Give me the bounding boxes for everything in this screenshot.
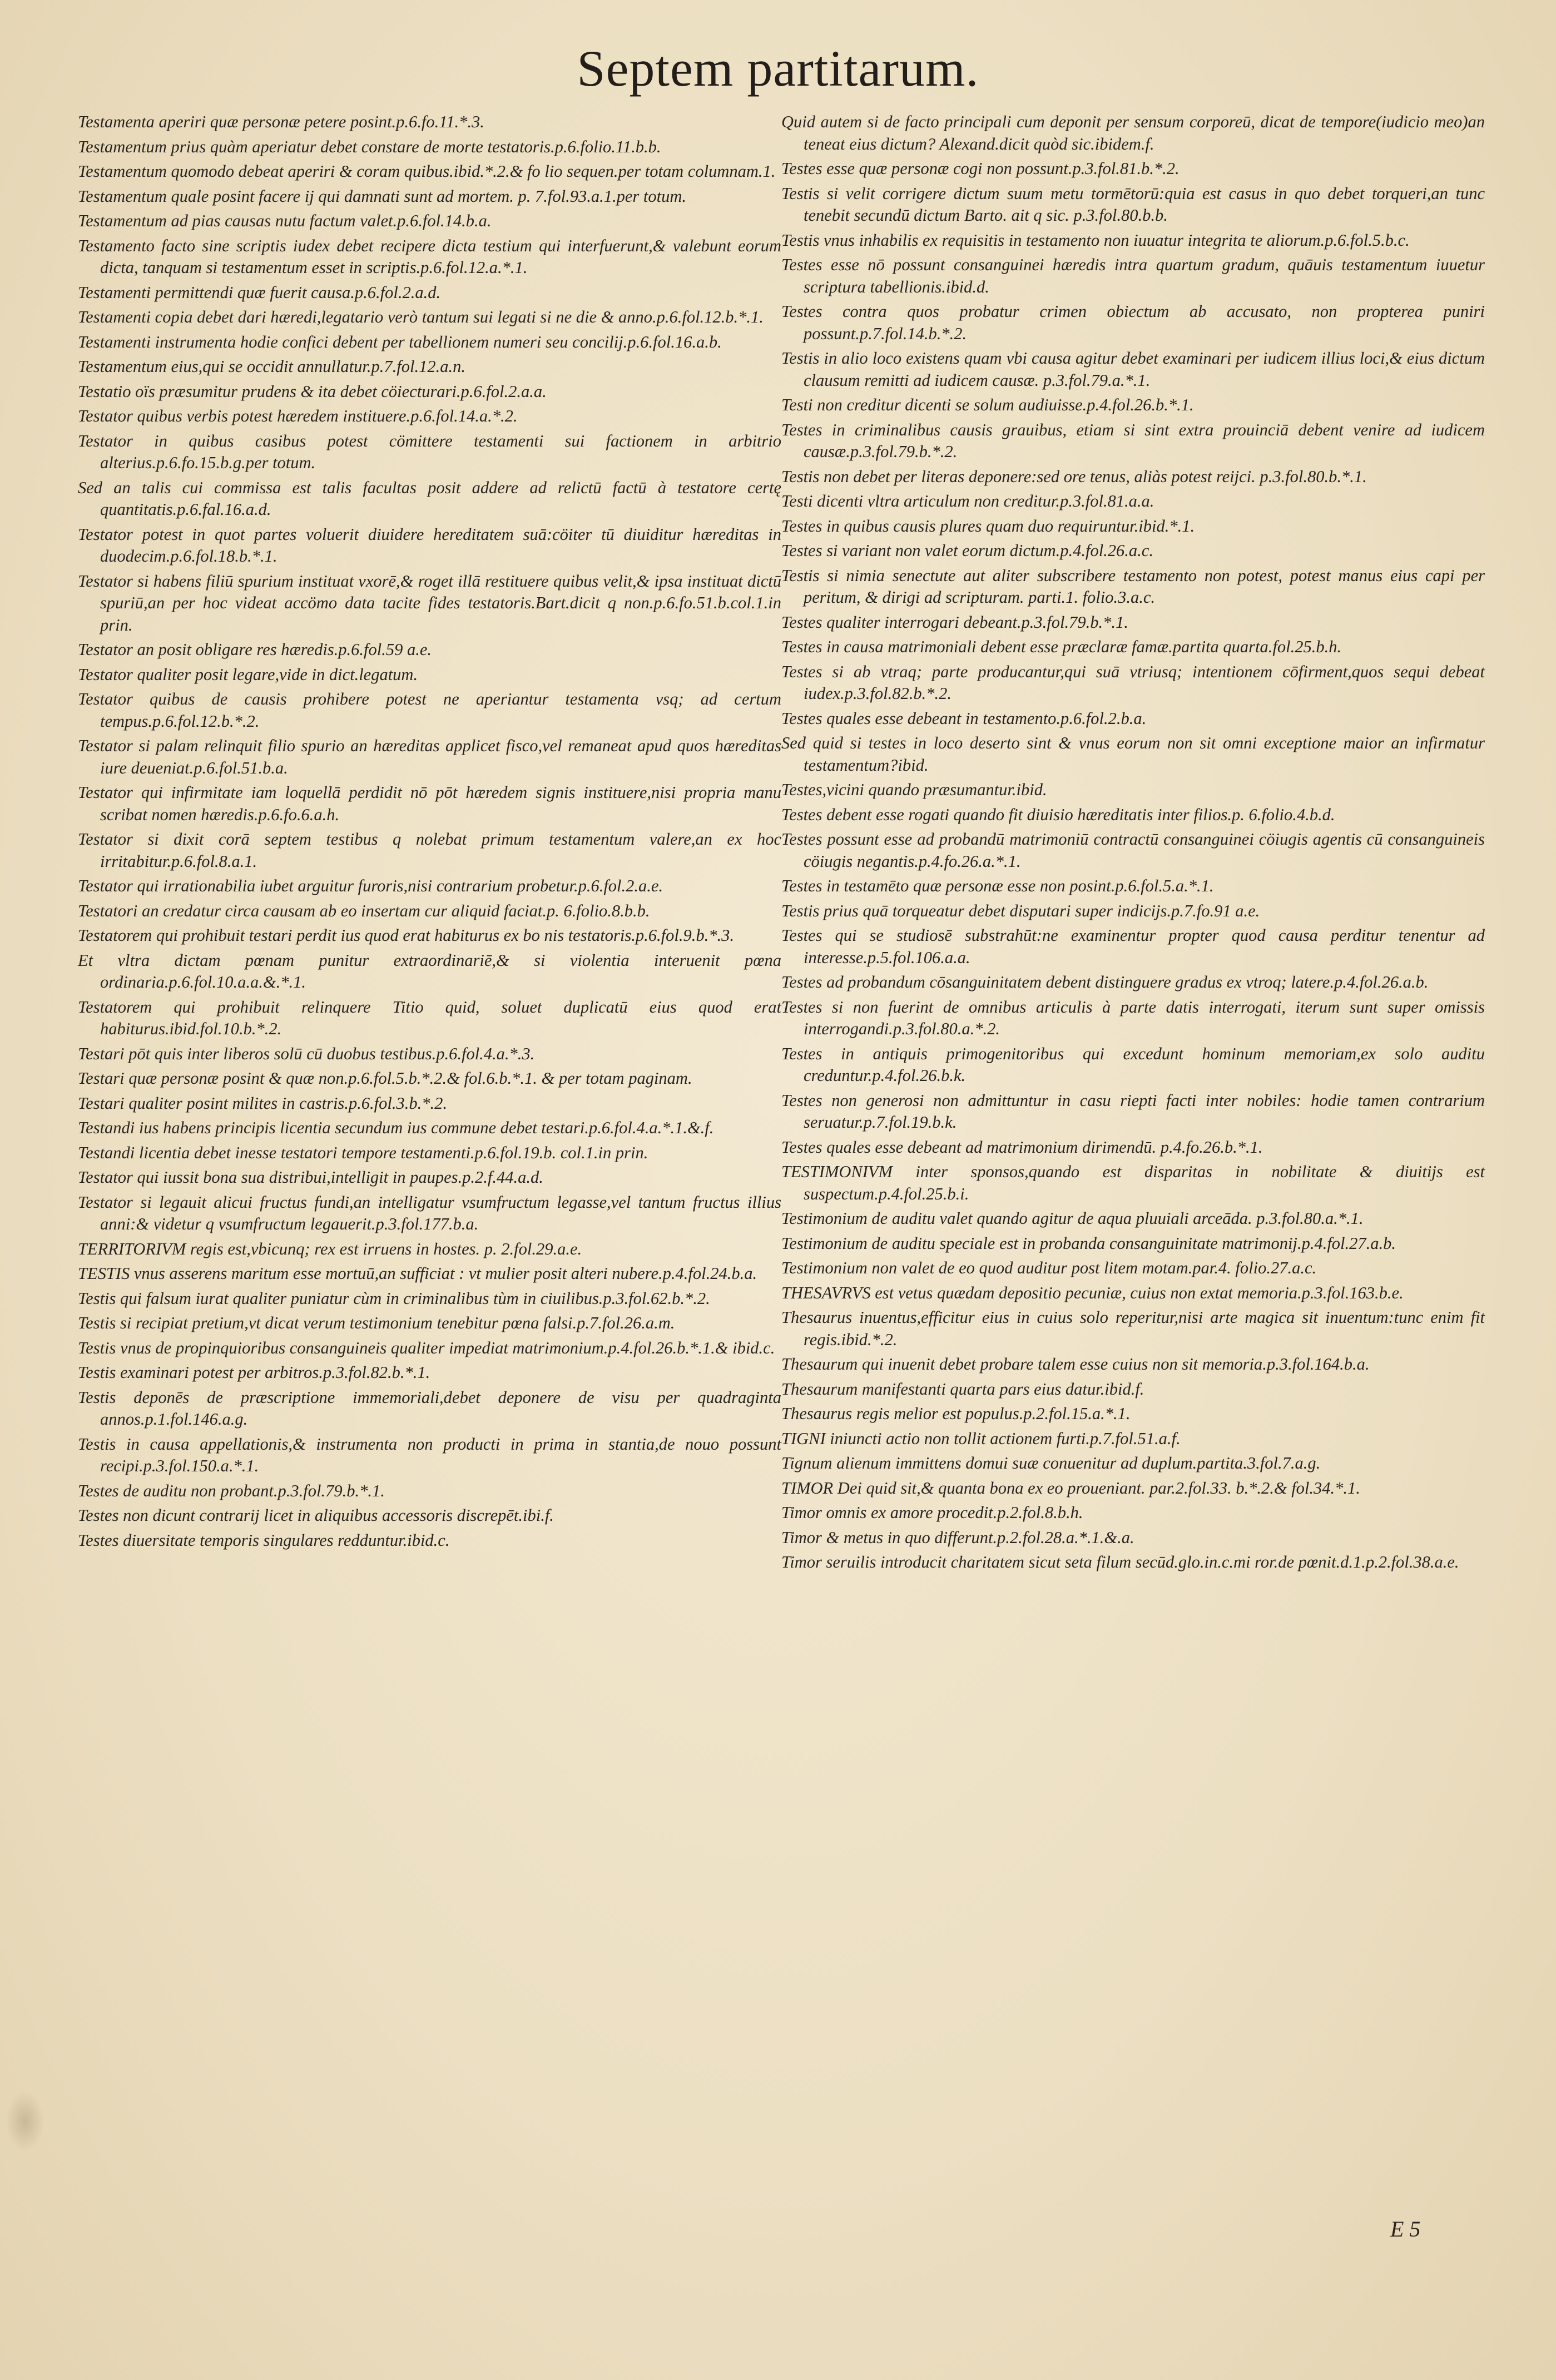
index-entry: Thesaurus regis melior est populus.p.2.fol.15.a.*.1. <box>781 1404 1131 1423</box>
index-entry: Testamenti permittendi quæ fuerit causa.p.6.fol.2.a.d. <box>78 282 441 302</box>
index-entry: TIGNI iniuncti actio non tollit actionem furti.p.7.fol.51.a.f. <box>781 1429 1181 1448</box>
index-entry: Testis qui falsum iurat qualiter puniatur cùm in criminalibus tùm in ciuilibus.p.3.fol.62.b.*.2. <box>78 1288 710 1308</box>
index-entry: Timor seruilis introducit charitatem sicut seta filum secūd.glo.in.c.mi ror.de pœnit.d.1.p.2.fol.38.a.e. <box>781 1553 1459 1571</box>
index-entry: Testator quibus verbis potest hæredem instituere.p.6.fol.14.a.*.2. <box>78 406 518 425</box>
index-entry: Testamentum quomodo debeat aperiri & coram quibus.ibid.*.2.& fo lio sequen.per totam columnam.1. <box>78 162 776 181</box>
index-entry: Timor & metus in quo differunt.p.2.fol.28.a.*.1.&.a. <box>781 1528 1134 1547</box>
index-entry: Testes in causa matrimoniali debent esse præclaræ famæ.partita quarta.fol.25.b.h. <box>781 637 1342 656</box>
index-entry: Testes,vicini quando præsumantur.ibid. <box>781 780 1047 799</box>
index-entry: Testes si variant non valet eorum dictum.p.4.fol.26.a.c. <box>781 541 1153 560</box>
index-entry: Testator si habens filiū spurium instituat vxorē,& roget illā restituere quibus velit,& ipsa instituat dictū spuriū,an per hoc videat accömo data tacite fides testatoris.Bart.dicit q non.p.6.fo.51.b.col.1.in prin. <box>78 571 781 634</box>
index-entry: Testes in testamēto quæ personæ esse non posint.p.6.fol.5.a.*.1. <box>781 876 1214 895</box>
index-entry: Testis vnus inhabilis ex requisitis in testamento non iuuatur integrita te aliorum.p.6.fol.5.b.c. <box>781 230 1410 250</box>
index-entry: Testamentum prius quàm aperiatur debet constare de morte testatoris.p.6.folio.11.b.b. <box>78 137 661 156</box>
index-entry: Testes de auditu non probant.p.3.fol.79.b.*.1. <box>78 1481 385 1500</box>
index-entry: Testatorem qui prohibuit relinquere Titio quid, soluet duplicatū eius quod erat habiturus.ibid.fol.10.b.*.2. <box>78 997 781 1038</box>
index-entry: Testator qui irrationabilia iubet arguitur furoris,nisi contrarium probetur.p.6.fol.2.a.e. <box>78 876 663 895</box>
index-entry: Testamentum quale posint facere ij qui damnati sunt ad mortem. p. 7.fol.93.a.1.per totum. <box>78 186 687 206</box>
index-entry: Testes qui se studiosē substrahūt:ne examinentur propter quod causa perditur tenentur ad interesse.p.5.fol.106.a.a. <box>781 926 1485 967</box>
index-entry: Testes quales esse debeant in testamento.p.6.fol.2.b.a. <box>781 708 1147 728</box>
index-entry: Testes non dicunt contrarij licet in aliquibus accessoris discrepēt.ibi.f. <box>78 1506 554 1525</box>
paper-stain <box>6 2091 44 2152</box>
index-entry: Testes possunt esse ad probandū matrimoniū contractū consanguinei cöiugis agentis cū consanguineis cöiugis negantis.p.4.fo.26.a.*.1. <box>781 830 1485 871</box>
index-entry: TESTIS vnus asserens maritum esse mortuū,an sufficiat : vt mulier posit alteri nubere.p.4.fol.24.b.a. <box>78 1264 757 1283</box>
index-entry: Testis vnus de propinquioribus consanguineis qualiter impediat matrimonium.p.4.fol.26.b.*.1.& ibid.c. <box>78 1338 775 1357</box>
right-column <box>781 111 1485 1576</box>
index-entry: Testis deponēs de præscriptione immemoriali,debet deponere de visu per quadraginta annos.p.1.fol.146.a.g. <box>78 1387 781 1429</box>
index-entry: Testes esse quæ personæ cogi non possunt.p.3.fol.81.b.*.2. <box>781 159 1180 178</box>
index-entry: Sed an talis cui commissa est talis facultas posit addere ad relictū factū à testatore certę quantitatis.p.6.fal.16.a.d. <box>78 478 781 519</box>
index-entry: Testator si legauit alicui fructus fundi,an intelligatur vsumfructum legasse,vel tantum fructus illius anni:& videtur q vsumfructum legauerit.p.3.fol.177.b.a. <box>78 1192 781 1233</box>
index-entry: Testes in quibus causis plures quam duo requiruntur.ibid.*.1. <box>781 516 1195 536</box>
index-entry: Testimonium non valet de eo quod auditur post litem motam.par.4. folio.27.a.c. <box>781 1258 1317 1277</box>
index-entry: Testimonium de auditu valet quando agitur de aqua pluuiali arceāda. p.3.fol.80.a.*.1. <box>781 1209 1364 1228</box>
page-title: Septem partitarum. <box>577 40 979 97</box>
index-entry: Testes debent esse rogati quando fit diuisio hæreditatis inter filios.p. 6.folio.4.b.d. <box>781 805 1335 824</box>
index-entry: Thesaurum qui inuenit debet probare talem esse cuius non sit memoria.p.3.fol.164.b.a. <box>781 1355 1370 1374</box>
index-entry: Testes in criminalibus causis grauibus, etiam si sint extra prouinciā debent venire ad iudicem causæ.p.3.fol.79.b.*.2. <box>781 420 1485 461</box>
left-column <box>78 111 781 1554</box>
index-entry: Testator quibus de causis prohibere potest ne aperiantur testamenta vsq; ad certum tempus.p.6.fol.12.b.*.2. <box>78 690 781 731</box>
index-entry: Testis si recipiat pretium,vt dicat verum testimonium tenebitur pœna falsi.p.7.fol.26.a.m. <box>78 1313 675 1332</box>
index-entry: Testamentum ad pias causas nutu factum valet.p.6.fol.14.b.a. <box>78 211 492 230</box>
index-entry: Testis in alio loco existens quam vbi causa agitur debet examinari per iudicem illius loci,& eius dictum clausum remitti ad iudicem causæ. p.3.fol.79.a.*.1. <box>781 349 1485 390</box>
index-entry: Timor omnis ex amore procedit.p.2.fol.8.b.h. <box>781 1503 1083 1522</box>
index-entry: Testamenti copia debet dari hæredi,legatario verò tantum sui legati si ne die & anno.p.6.fol.12.b.*.1. <box>78 308 764 326</box>
index-entry: Testes ad probandum cōsanguinitatem debent distinguere gradus ex vtroq; latere.p.4.fol.26.a.b. <box>781 973 1429 991</box>
index-entry: TIMOR Dei quid sit,& quanta bona ex eo proueniant. par.2.fol.33. b.*.2.& fol.34.*.1. <box>781 1478 1360 1498</box>
index-entry: Testes quales esse debeant ad matrimonium dirimendū. p.4.fo.26.b.*.1. <box>781 1137 1263 1157</box>
index-entry: Testes qualiter interrogari debeant.p.3.fol.79.b.*.1. <box>781 612 1128 632</box>
index-entry: Quid autem si de facto principali cum deponit per sensum corporeū, dicat de tempore(iudicio meo)an teneat eius dictum? Alexand.dicit quòd sic.ibidem.f. <box>781 112 1485 153</box>
index-entry: Testandi licentia debet inesse testatori tempore testamenti.p.6.fol.19.b. col.1.in prin. <box>78 1143 648 1162</box>
index-entry: Testimonium de auditu speciale est in probanda consanguinitate matrimonij.p.4.fol.27.a.b. <box>781 1233 1396 1253</box>
index-entry: Testator qualiter posit legare,vide in dict.legatum. <box>78 665 418 684</box>
index-entry: Testi non creditur dicenti se solum audiuisse.p.4.fol.26.b.*.1. <box>781 395 1194 414</box>
index-entry: Testes si non fuerint de omnibus articulis à parte datis interrogati, iterum sunt super omissis interrogandi.p.3.fol.80.a.*.2. <box>781 997 1485 1038</box>
index-entry: Testi dicenti vltra articulum non creditur.p.3.fol.81.a.a. <box>781 492 1154 510</box>
index-entry: Testator qui iussit bona sua distribui,intelligit in paupes.p.2.f.44.a.d. <box>78 1168 543 1187</box>
index-entry: Testes esse nō possunt consanguinei hæredis intra quartum gradum, quāuis testamentum iuuetur scriptura tabellionis.ibid.d. <box>781 255 1485 296</box>
index-entry: Testator si dixit corā septem testibus q nolebat primum testamentum valere,an ex hoc irritabitur.p.6.fol.8.a.1. <box>78 830 781 871</box>
index-entry: Testator in quibus casibus potest cömittere testamenti sui factionem in arbitrio alterius.p.6.fo.15.b.g.per totum. <box>78 431 781 472</box>
index-entry: Testamento facto sine scriptis iudex debet recipere dicta testium qui interfuerunt,& valebunt eorum dicta, tanquam si testamentum esset in scriptis.p.6.fol.12.a.*.1. <box>78 236 781 277</box>
index-entry: Sed quid si testes in loco deserto sint & vnus eorum non sit omni exceptione maior an infirmatur testamentum?ibid. <box>781 733 1485 775</box>
index-entry: Testator qui infirmitate iam loquellā perdidit nō pōt hæredem signis instituere,nisi propria manu scribat nomen hæredis.p.6.fo.6.a.h. <box>78 783 781 824</box>
index-entry: Testator potest in quot partes voluerit diuidere hereditatem suā:cöiter tū diuiditur hæreditas in duodecim.p.6.fol.18.b.*.1. <box>78 524 781 566</box>
index-entry: Testis examinari potest per arbitros.p.3.fol.82.b.*.1. <box>78 1363 430 1382</box>
index-entry: Testamentum eius,qui se occidit annullatur.p.7.fol.12.a.n. <box>78 357 465 376</box>
index-entry: Testis prius quā torqueatur debet disputari super indicijs.p.7.fo.91 a.e. <box>781 901 1260 920</box>
index-entry: Testatio oïs præsumitur prudens & ita debet cöiecturari.p.6.fol.2.a.a. <box>78 381 547 401</box>
index-entry: Et vltra dictam pœnam punitur extraordinariē,& si violentia interuenit pœna ordinaria.p.6.fol.10.a.a.&.*.1. <box>78 950 781 991</box>
index-entry: Testes in antiquis primogenitoribus qui excedunt hominum memoriam,ex solo auditu creduntur.p.4.fol.26.b.k. <box>781 1044 1485 1085</box>
signature-mark: E 5 <box>1390 2217 1421 2242</box>
index-entry: Testes diuersitate temporis singulares redduntur.ibid.c. <box>78 1530 450 1550</box>
index-entry: Testandi ius habens principis licentia secundum ius commune debet testari.p.6.fol.4.a.*.1.&.f. <box>78 1118 714 1137</box>
index-entry: Thesaurus inuentus,efficitur eius in cuius solo reperitur,nisi arte magica sit inuentum:tunc enim fit regis.ibid.*.2. <box>781 1308 1485 1349</box>
index-entry: Testamenta aperiri quæ personæ petere posint.p.6.fo.11.*.3. <box>78 112 484 131</box>
index-entry: Testis non debet per literas deponere:sed ore tenus, aliàs potest reijci. p.3.fol.80.b.*.1. <box>781 467 1367 486</box>
index-entry: THESAVRVS est vetus quædam depositio pecuniæ, cuius non extat memoria.p.3.fol.163.b.e. <box>781 1283 1404 1302</box>
index-entry: Testator si palam relinquit filio spurio an hæreditas applicet fisco,vel remaneat apud quos hæreditas iure deueniat.p.6.fol.51.b.a. <box>78 736 781 777</box>
index-entry: Testis si nimia senectute aut aliter subscribere testamento non potest, potest manus eius capi per peritum, & dirigi ad scripturam. parti.1. folio.3.a.c. <box>781 566 1485 607</box>
index-entry: Thesaurum manifestanti quarta pars eius datur.ibid.f. <box>781 1379 1144 1399</box>
index-entry: TERRITORIVM regis est,vbicunq; rex est irruens in hostes. p. 2.fol.29.a.e. <box>78 1239 582 1258</box>
index-entry: Tignum alienum immittens domui suæ conuenitur ad duplum.partita.3.fol.7.a.g. <box>781 1454 1321 1472</box>
index-entry: Testator an posit obligare res hæredis.p.6.fol.59 a.e. <box>78 640 432 659</box>
index-entry: Testatori an credatur circa causam ab eo insertam cur aliquid faciat.p. 6.folio.8.b.b. <box>78 901 650 920</box>
index-entry: Testatorem qui prohibuit testari perdit ius quod erat habiturus ex bo nis testatoris.p.6.fol.9.b.*.3. <box>78 926 734 945</box>
index-entry: Testes contra quos probatur crimen obiectum ab accusato, non propterea puniri possunt.p.7.fol.14.b.*.2. <box>781 302 1485 343</box>
index-entry: Testis in causa appellationis,& instrumenta non producti in prima in stantia,de nouo possunt recipi.p.3.fol.150.a.*.1. <box>78 1434 781 1475</box>
index-entry: Testari pōt quis inter liberos solū cū duobus testibus.p.6.fol.4.a.*.3. <box>78 1044 535 1063</box>
index-entry: Testari quæ personæ posint & quæ non.p.6.fol.5.b.*.2.& fol.6.b.*.1. & per totam paginam. <box>78 1069 692 1088</box>
index-entry: Testes non generosi non admittuntur in casu riepti facti inter nobiles: hodie tamen contrarium seruatur.p.7.fol.19.b.k. <box>781 1090 1485 1132</box>
index-entry: Testari qualiter posint milites in castris.p.6.fol.3.b.*.2. <box>78 1093 448 1113</box>
index-entry: TESTIMONIVM inter sponsos,quando est disparitas in nobilitate & diuitijs est suspectum.p.4.fol.25.b.i. <box>781 1162 1485 1203</box>
index-entry: Testamenti instrumenta hodie confici debent per tabellionem numeri seu concilij.p.6.fol.16.a.b. <box>78 332 722 351</box>
index-entry: Testes si ab vtraq; parte producantur,qui suā vtriusq; intentionem cōfirment,quos sequi debeat iudex.p.3.fol.82.b.*.2. <box>781 662 1485 703</box>
index-entry: Testis si velit corrigere dictum suum metu tormētorū:quia est casus in quo debet torqueri,an tunc tenebit secundū dictum Barto. ait q sic. p.3.fol.80.b.b. <box>781 184 1485 225</box>
